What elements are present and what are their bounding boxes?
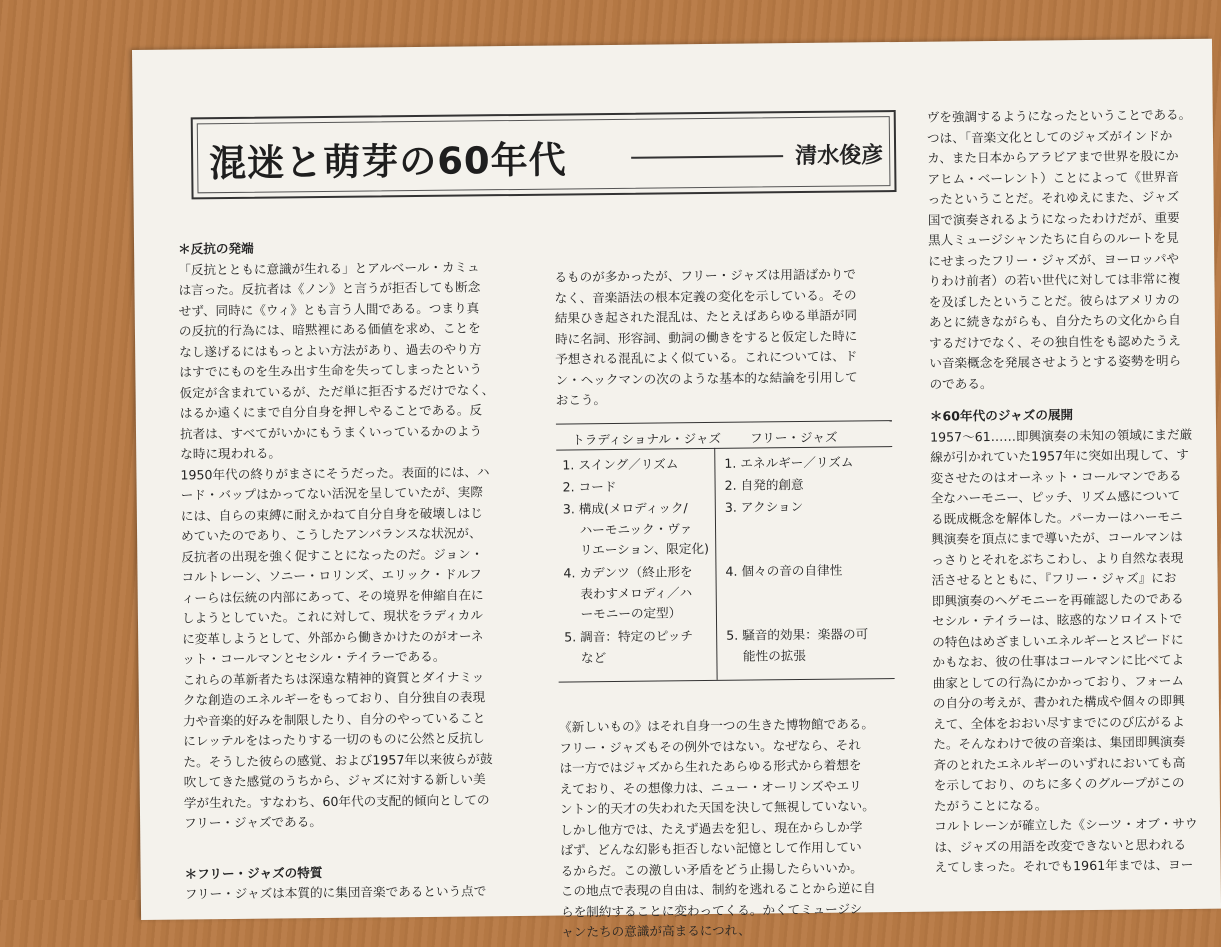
table-cell-left: など [564, 649, 607, 666]
table-header-traditional: トラディショナル・ジャズ [572, 430, 722, 448]
text-line: 国で演奏されるようになったわけだが、重要 [927, 209, 1180, 228]
table-cell-left: 5. 調音：特定のピッチ [564, 628, 694, 645]
text-line: 1950年代の終りがまさにそうだった。表面的には、ハ [180, 463, 490, 483]
text-line: のである。 [929, 375, 993, 392]
text-line: しようとしていた。これに対して、現状をラディカル [181, 607, 484, 626]
text-line: 興演奏を頂点にまで導いたが、コールマンは [931, 529, 1183, 547]
text-line: 線が引かれていた1957年に突如出現して、す [930, 446, 1189, 465]
text-line: 全なハーモニー、ピッチ、リズム感について [930, 488, 1181, 506]
column-3 [927, 105, 1200, 878]
text-line: ン・ヘックマンの次のような基本的な結論を引用して [555, 368, 858, 388]
text-line: ャンたちの意識が高まるにつれ、 [561, 922, 751, 940]
text-line: っさりとそれをぶちこわし、より自然な表現 [931, 549, 1184, 568]
text-line: えており、その想像力は、ニュー・オーリンズやエリ [559, 777, 862, 797]
table-cell-right: 3. アクション [724, 498, 804, 515]
text-line: に変革しようとして、外部から働きかけたのがオーネ [182, 627, 484, 647]
article-author: 清水俊彦 [795, 143, 884, 170]
column-2-top [554, 264, 858, 411]
table-cell-right: 5. 騒音的効果：楽器の可 [726, 626, 869, 643]
title-rule [631, 155, 783, 159]
text-line: らを制約することに変わってくる。かくてミュージシ [560, 900, 863, 920]
text-line: を示しており、のちに多くのグループがこの [933, 775, 1185, 793]
text-line: えて、全体をおおい尽すまでにのび広がるよ [933, 713, 1185, 732]
text-line: には、自らの束縛に耐えかねて自分自身を破壊しはじ [180, 504, 483, 524]
text-line: は一方ではジャズから生れたあらゆる形式から着想を [559, 757, 862, 776]
section-heading: ＊60年代のジャズの展開 [929, 407, 1074, 424]
table-cell-left: ーモニーの定型） [563, 605, 682, 622]
table-header-free: フリー・ジャズ [750, 429, 838, 446]
text-line: たがうことになる。 [933, 796, 1048, 814]
table-cell-right: 能性の拡張 [726, 647, 807, 664]
table-cell-left: 4. カデンツ（終止形を [563, 564, 693, 581]
text-line: 黒人ミュージシャンたちに自らのルートを見 [927, 230, 1179, 248]
text-line: ヴを強調するようになったということである。 [926, 106, 1192, 125]
text-line: ばず、どんな幻影も拒否しない記憶として作用してい [560, 839, 862, 858]
text-line: る既成概念を解体した。パーカーはハーモニ [930, 508, 1183, 527]
text-line: カ、また日本からアラビアまで世界を股にか [927, 148, 1179, 166]
text-line: ったということだ。それゆえにまた、ジャズ [927, 189, 1180, 207]
text-line: を及ぼしたということだ。彼らはアメリカの [928, 291, 1180, 310]
text-line: クな創造のエネルギーをもっており、自分独自の表現 [182, 689, 486, 708]
column-1 [178, 236, 500, 905]
text-line: せず、同時に《ウィ》とも言う人間である。つまり真 [178, 299, 480, 319]
text-line: はすでにものを生み出す生命を失ってしまったという [179, 361, 483, 380]
text-line: るからだ。この激しい矛盾をどう止揚したらいいか。 [560, 859, 863, 879]
text-line: えてしまった。それでも1961年までは、ヨー [934, 856, 1194, 875]
article-title: 混迷と萌芽の60年代 [208, 138, 567, 186]
text-line: りわけ前者）の若い世代に対しては非常に複 [928, 271, 1181, 289]
text-line: コルトレーン、ソニー・ロリンズ、エリック・ドルフ [181, 566, 482, 585]
section-heading: ＊反抗の発端 [178, 240, 254, 257]
text-line: 活させるとともに、『フリー・ジャズ』にお [931, 570, 1177, 588]
text-line: アヒム・ベーレント）ことによって《世界音 [927, 168, 1179, 187]
text-line: な時に現われる。 [180, 445, 282, 462]
text-line: めていたのであり、こうしたアンバランスな状況が、 [181, 525, 482, 544]
text-line: 力や音楽的好みを制限したり、自分のやっていること [182, 709, 486, 729]
text-line: 「反抗とともに意識が生れる」とアルベール・カミュ [178, 258, 480, 278]
text-line: にレッテルをはったりする一切のものに公然と反抗し [183, 730, 485, 749]
text-line: の特色はめざましいエネルギーとスピードに [932, 631, 1184, 650]
text-line: フリー・ジャズもその例外ではない。なぜなら、それ [559, 736, 861, 756]
text-line: ード・バップはかってない活況を呈していたが、実際 [180, 484, 483, 503]
text-line: かもなお、彼の仕事はコールマンに比べてよ [932, 652, 1185, 670]
text-line: 予想される混乱によく似ている。これについては、ド [555, 348, 858, 367]
text-line: にせまったフリー・ジャズが、ヨーロッパや [928, 250, 1180, 269]
text-line: なく、音楽語法の根本定義の変化を示している。その [554, 286, 857, 306]
text-line: 学が生れた。すなわち、60年代の支配的傾向としての [183, 791, 490, 810]
text-line: 結果ひき起された混乱は、たとえばあらゆる単語が同 [554, 307, 858, 326]
text-line: あとに続きながらも、自分たちの文化から自 [928, 312, 1181, 330]
text-line: 1957〜61……即興演奏の未知の領域にまだ厳 [930, 426, 1193, 445]
text-line: 斉のとれたエネルギーのいずれにおいても高 [933, 754, 1186, 773]
text-line: た。そんなわけで彼の音楽は、集団即興演奏 [933, 734, 1186, 752]
text-line: ット・コールマンとセシル・テイラーである。 [182, 648, 446, 667]
text-line: しかし他方では、たえず過去を犯し、現在からしか学 [560, 818, 863, 838]
table-top-rule [556, 420, 892, 425]
text-line: はるか遠くにまで自分自身を押しやることである。反 [179, 402, 483, 421]
text-line: フリー・ジャズは本質的に集団音楽であるという点で [184, 883, 487, 902]
text-line: 仮定が含まれているが、ただ単に拒否するだけでなく、 [179, 381, 495, 401]
text-line: コルトレーンが確立した《シーツ・オブ・サウ [934, 815, 1198, 834]
table-cell-left: リエーション、限定化) [563, 540, 710, 558]
table-bottom-rule [559, 678, 895, 683]
paragraph-gap [184, 831, 499, 864]
text-line: 《新しいもの》はそれ自身一つの生きた博物館である。 [559, 716, 875, 735]
text-line: これらの革新者たちは深遠な精神的資質とダイナミッ [182, 668, 485, 688]
text-line: この地点で表現の自由は、制約を逃れることから逆に自 [560, 880, 876, 899]
text-line: するだけでなく、その独自性をも認めたうえ [929, 332, 1181, 351]
text-line: るものが多かったが、フリー・ジャズは用語ばかりで [554, 266, 856, 285]
table-cell-left: 表わすメロディ／ハ [563, 584, 693, 602]
table-cell-left: 1. スイング／リズム [562, 456, 679, 473]
text-line: は、ジャズの用語を改変できないと思われる [934, 836, 1187, 855]
table-cell-right: 1. エネルギー／リズム [724, 454, 854, 471]
text-line: 変させたのはオーネット・コールマンである [930, 467, 1182, 486]
text-line: おこう。 [555, 392, 607, 408]
text-line: 吹してきた感覚のうちから、ジャズに対する新しい美 [183, 771, 486, 790]
table-cell-left: 2. コード [562, 478, 617, 495]
text-line: 曲家としての行為にかかっており、フォーム [932, 672, 1184, 691]
text-line: 反抗者の出現を強く促すことになったのだ。ジョン・ [181, 545, 484, 565]
text-line: の反抗的行為には、暗黙裡にある価値を求め、ことを [178, 320, 481, 339]
text-line: 即興演奏のヘゲモニーを再確認したのである [931, 590, 1184, 609]
text-line: は言った。反抗者は《ノン》と言うが拒否しても断念 [178, 279, 481, 298]
table-cell-left: 3. 構成(メロディック/ [562, 500, 688, 517]
text-line: なし遂げるにはもっとよい方法があり、過去のやり方 [179, 340, 482, 360]
text-line: つは、「音楽文化としてのジャズがインドか [926, 127, 1173, 146]
text-line: た。そうした彼らの感覚、および1957年以来彼らが鼓 [183, 750, 493, 769]
table-cell-right: 2. 自発的創意 [724, 476, 804, 493]
text-line: 時に名詞、形容詞、動詞の働きをすると仮定した時に [554, 327, 858, 347]
text-line: 抗者は、すべてがいかにもうまくいっているかのよう [179, 422, 483, 442]
section-heading: ＊フリー・ジャズの特質 [184, 864, 323, 881]
document-page [132, 39, 1221, 940]
text-line: の自分の考えが、書かれた構成や個々の即興 [932, 693, 1185, 711]
title-box [191, 110, 897, 199]
text-line: セシル・テイラーは、眩惑的なソロイストで [931, 611, 1183, 629]
column-2-bottom [559, 714, 876, 943]
table-cell-left: ハーモニック・ヴァ [562, 520, 693, 538]
table-cell-right: 4. 個々の音の自律性 [725, 562, 843, 579]
comparison-table [556, 420, 895, 684]
text-line: ィーらは伝統の内部にあって、その境界を伸縮自在に [181, 586, 484, 606]
text-line: ントン的天才の失われた天国を決して無視していない。 [559, 798, 875, 817]
text-line: い音楽概念を発展させようとする姿勢を明ら [929, 353, 1182, 371]
table-column-divider [714, 448, 717, 680]
text-line: フリー・ジャズである。 [184, 814, 322, 831]
